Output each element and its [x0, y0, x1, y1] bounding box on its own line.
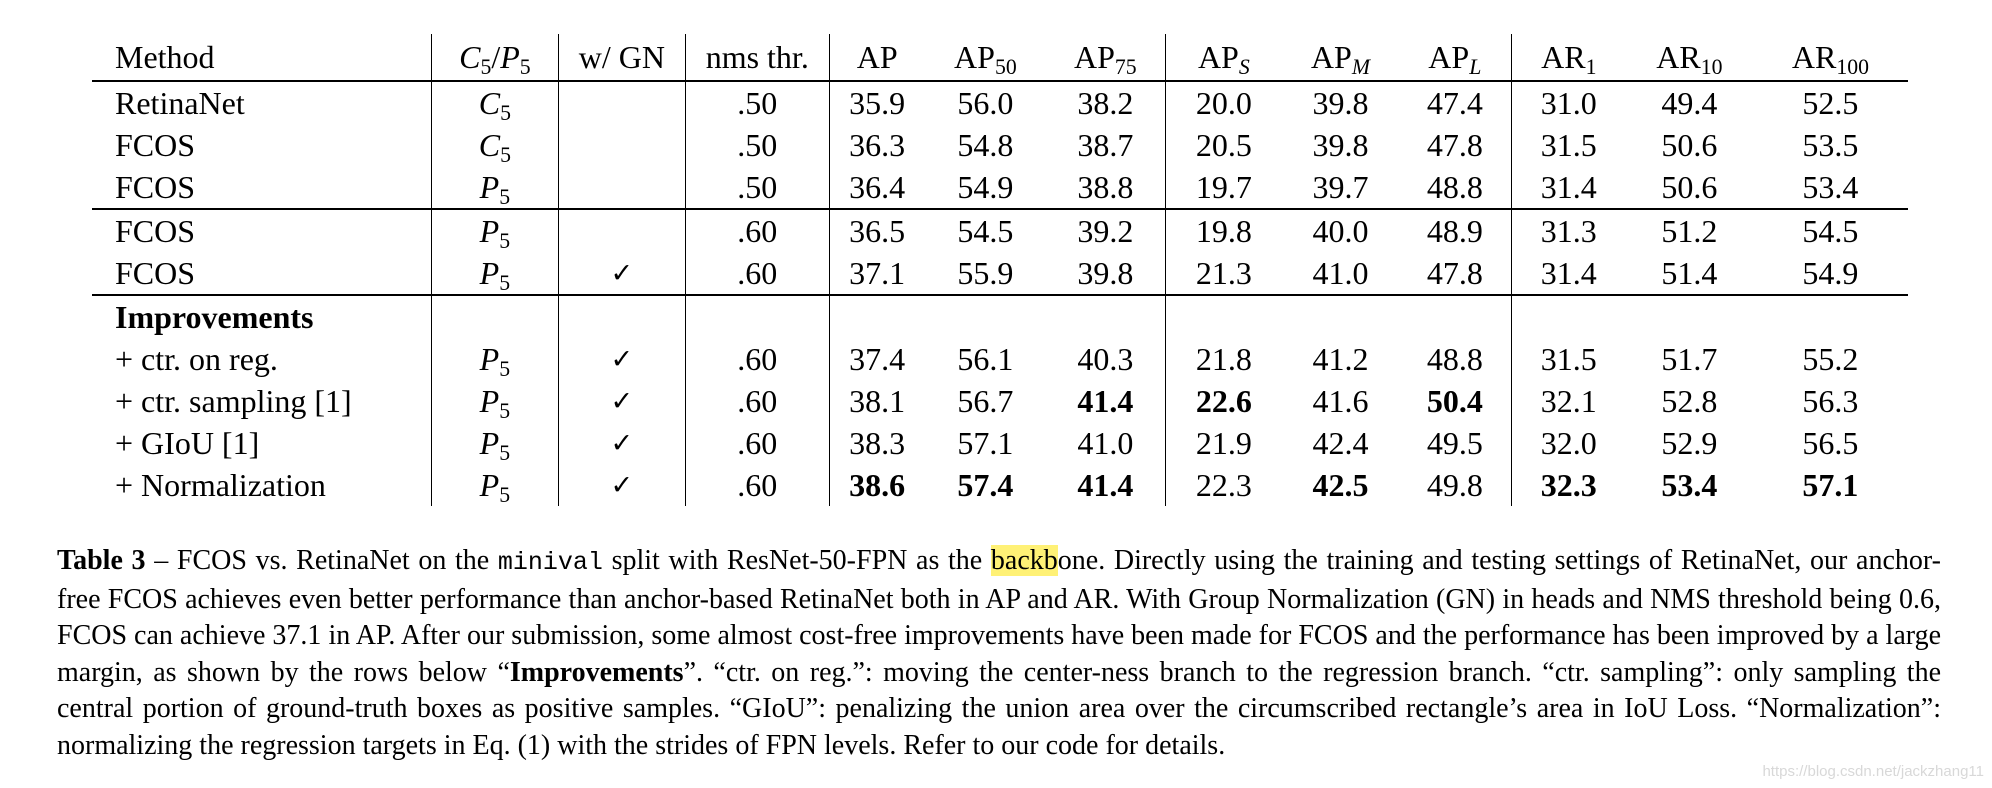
metric-cell: 37.4 [849, 341, 906, 377]
metric-cell: 47.8 [1399, 124, 1511, 166]
table-row [92, 166, 1908, 209]
metric-cell: 38.3 [849, 425, 906, 461]
gn-cell [558, 209, 685, 252]
metric-cell: 38.6 [849, 467, 906, 503]
table-row [92, 338, 1908, 380]
metric-cell: 32.0 [1540, 425, 1597, 461]
empty-cell [1753, 295, 1908, 338]
feature-letter: P [479, 341, 500, 377]
header-row [92, 34, 1908, 81]
watermark: https://blog.csdn.net/jackzhang11 [1762, 763, 1984, 780]
metric-cell: 50.4 [1399, 380, 1511, 422]
header-main: AP [954, 39, 995, 75]
metric-cell: 19.7 [1195, 169, 1252, 205]
header-feat-a-letter: C [459, 39, 481, 75]
empty-cell [925, 295, 1046, 338]
feature-sub: 5 [499, 229, 511, 254]
feature-cell [431, 252, 558, 295]
metric-cell: 54.9 [1802, 255, 1859, 291]
metric-cell: 56.7 [957, 383, 1014, 419]
empty-cell [685, 295, 829, 338]
metric-cell: 20.5 [1195, 127, 1252, 163]
gn-cell: ✓ [558, 380, 685, 422]
header-sub: 1 [1585, 55, 1597, 80]
feature-cell [431, 166, 558, 209]
empty-cell [1626, 295, 1753, 338]
metric-cell: 38.2 [1046, 81, 1165, 124]
nms-cell: .60 [685, 252, 829, 295]
metric-cell: 52.9 [1661, 425, 1718, 461]
metric-cell: 50.6 [1661, 169, 1718, 205]
nms-cell: .50 [685, 124, 829, 166]
metric-cell: 32.3 [1540, 467, 1597, 503]
empty-cell [829, 295, 925, 338]
metric-cell: 48.8 [1399, 166, 1511, 209]
metric-cell: 39.7 [1312, 169, 1369, 205]
header-cell [1511, 34, 1626, 81]
gn-cell [558, 124, 685, 166]
metric-cell: 31.4 [1540, 169, 1597, 205]
feature-cell [431, 338, 558, 380]
empty-cell [1165, 295, 1282, 338]
metric-cell: 39.2 [1046, 209, 1165, 252]
feature-sub: 5 [499, 399, 511, 424]
nms-cell: .50 [685, 81, 829, 124]
metric-cell: 31.5 [1540, 127, 1597, 163]
metric-cell: 40.0 [1312, 213, 1369, 249]
feature-sub: 5 [499, 483, 511, 508]
results-table-container [92, 34, 1908, 506]
feature-letter: P [479, 169, 500, 205]
section-row [92, 295, 1908, 338]
metric-cell: 22.3 [1195, 467, 1252, 503]
metric-cell: 54.8 [957, 127, 1014, 163]
metric-cell: 41.0 [1312, 255, 1369, 291]
feature-letter: P [479, 255, 500, 291]
header-cell: Method [92, 34, 431, 81]
caption-highlight: backb [990, 545, 1058, 576]
header-cell: AP [856, 39, 898, 75]
nms-cell: .60 [685, 464, 829, 506]
header-feat-b-letter: P [500, 39, 520, 75]
feature-letter: P [479, 213, 500, 249]
feature-letter: P [479, 425, 500, 461]
header-cell [1399, 34, 1511, 81]
metric-cell: 41.2 [1312, 341, 1369, 377]
metric-cell: 49.5 [1399, 422, 1511, 464]
method-cell: + GIoU [1] [92, 422, 431, 464]
metric-cell: 54.5 [1802, 213, 1859, 249]
metric-cell: 50.6 [1661, 127, 1718, 163]
metric-cell: 49.4 [1661, 85, 1718, 121]
header-sep: / [491, 39, 501, 75]
metric-cell: 42.4 [1312, 425, 1369, 461]
feature-sub: 5 [499, 271, 511, 296]
header-sub: M [1351, 55, 1370, 80]
metric-cell: 51.7 [1661, 341, 1718, 377]
metric-cell: 21.8 [1195, 341, 1252, 377]
metric-cell: 47.4 [1399, 81, 1511, 124]
metric-cell: 57.1 [1802, 467, 1859, 503]
table-row [92, 209, 1908, 252]
metric-cell: 35.9 [849, 85, 906, 121]
header-sub: 10 [1700, 55, 1723, 80]
empty-cell [558, 295, 685, 338]
metric-cell: 38.8 [1046, 166, 1165, 209]
metric-cell: 41.0 [1046, 422, 1165, 464]
nms-cell: .60 [685, 422, 829, 464]
gn-cell: ✓ [558, 252, 685, 295]
gn-cell [558, 166, 685, 209]
metric-cell: 19.8 [1195, 213, 1252, 249]
metric-cell: 41.6 [1312, 383, 1369, 419]
metric-cell: 21.3 [1195, 255, 1252, 291]
metric-cell: 49.8 [1399, 464, 1511, 506]
metric-cell: 31.4 [1540, 255, 1597, 291]
feature-sub: 5 [499, 357, 511, 382]
header-cell [1282, 34, 1399, 81]
header-sub: S [1238, 55, 1250, 80]
method-cell: FCOS [92, 252, 431, 295]
feature-cell [431, 209, 558, 252]
method-cell: + ctr. on reg. [92, 338, 431, 380]
method-cell: FCOS [92, 166, 431, 209]
metric-cell: 31.5 [1540, 341, 1597, 377]
nms-cell: .60 [685, 209, 829, 252]
metric-cell: 56.1 [957, 341, 1014, 377]
metric-cell: 39.8 [1312, 127, 1369, 163]
nms-cell: .60 [685, 338, 829, 380]
metric-cell: 41.4 [1046, 380, 1165, 422]
metric-cell: 52.8 [1661, 383, 1718, 419]
metric-cell: 21.9 [1195, 425, 1252, 461]
metric-cell: 42.5 [1312, 467, 1369, 503]
empty-cell [1511, 295, 1626, 338]
feature-cell [431, 464, 558, 506]
header-cell [1165, 34, 1282, 81]
feature-letter: P [479, 383, 500, 419]
metric-cell: 40.3 [1046, 338, 1165, 380]
metric-cell: 32.1 [1540, 383, 1597, 419]
metric-cell: 57.1 [957, 425, 1014, 461]
metric-cell: 55.9 [957, 255, 1014, 291]
metric-cell: 31.3 [1540, 213, 1597, 249]
metric-cell: 41.4 [1046, 464, 1165, 506]
header-cell [1753, 34, 1908, 81]
method-cell: + ctr. sampling [1] [92, 380, 431, 422]
metric-cell: 56.0 [957, 85, 1014, 121]
metric-cell: 53.4 [1661, 467, 1718, 503]
header-main: AP [1428, 39, 1470, 75]
metric-cell: 51.2 [1661, 213, 1718, 249]
header-sub: 50 [994, 55, 1017, 80]
metric-cell: 57.4 [957, 467, 1014, 503]
feature-letter: C [478, 85, 501, 121]
metric-cell: 36.3 [849, 127, 906, 163]
metric-cell: 53.4 [1802, 169, 1859, 205]
metric-cell: 38.1 [849, 383, 906, 419]
metric-cell: 38.7 [1046, 124, 1165, 166]
caption-bold-word: Improvements [509, 656, 684, 688]
header-sub: 100 [1836, 55, 1869, 80]
metric-cell: 53.5 [1802, 127, 1859, 163]
header-cell [1046, 34, 1165, 81]
table-row [92, 81, 1908, 124]
table-row [92, 124, 1908, 166]
metric-cell: 20.0 [1195, 85, 1252, 121]
empty-cell [431, 295, 558, 338]
results-table [92, 34, 1908, 506]
metric-cell: 47.8 [1399, 252, 1511, 295]
metric-cell: 36.5 [849, 213, 906, 249]
feature-letter: P [479, 467, 500, 503]
header-sub: L [1469, 55, 1482, 80]
nms-cell: .60 [685, 380, 829, 422]
nms-cell: .50 [685, 166, 829, 209]
metric-cell: 48.9 [1399, 209, 1511, 252]
feature-cell [431, 81, 558, 124]
metric-cell: 36.4 [849, 169, 906, 205]
empty-cell [1399, 295, 1511, 338]
caption-text-1: – FCOS vs. RetinaNet on the [145, 545, 498, 576]
gn-cell: ✓ [558, 338, 685, 380]
header-cell [431, 34, 558, 81]
gn-cell: ✓ [558, 422, 685, 464]
header-main: AP [1310, 39, 1352, 75]
gn-cell [558, 81, 685, 124]
caption-text-3: one. Directly using the training and testing settings of RetinaNet, our anchor-free FCOS achieves even better performance than anchor-based RetinaNet both in AP and AR. With Group Normalization (GN) in heads and NMS threshold being 0.6, FCOS can achieve 37.1 in AP. After our submission, some almost cost-free improvements have been made for FCOS and the performance has been improved by a large margin, as shown by the rows below “ [57, 545, 1941, 688]
section-label: Improvements [92, 295, 431, 338]
feature-cell [431, 422, 558, 464]
caption-text-2: split with ResNet-50-FPN as the [602, 545, 991, 576]
header-cell [1626, 34, 1753, 81]
metric-cell: 54.5 [957, 213, 1014, 249]
header-cell [925, 34, 1046, 81]
metric-cell: 51.4 [1661, 255, 1718, 291]
method-cell: FCOS [92, 209, 431, 252]
metric-cell: 52.5 [1802, 85, 1859, 121]
header-cell: w/ GN [558, 34, 685, 81]
feature-cell [431, 124, 558, 166]
empty-cell [1282, 295, 1399, 338]
header-sub: 75 [1114, 55, 1137, 80]
header-feat-a-sub: 5 [480, 55, 492, 80]
header-main: AR [1541, 39, 1586, 75]
method-cell: + Normalization [92, 464, 431, 506]
caption-text-4: ”. “ctr. on reg.”: moving the center-ness branch to the regression branch. “ctr. sampling”: only sampling the central portion of ground-truth boxes as positive samples. “GIoU”: penalizing the union area over the circumscribed rectangle’s area in IoU Loss. “Normalization”: normalizing the regression targets in Eq. (1) with the strides of FPN levels. Refer to our code for details. [57, 656, 1941, 761]
table-header [92, 34, 1908, 81]
header-main: AP [1197, 39, 1239, 75]
metric-cell: 56.5 [1802, 425, 1859, 461]
table-body [92, 81, 1908, 506]
metric-cell: 39.8 [1046, 252, 1165, 295]
caption-split-name: minival [497, 548, 603, 577]
header-cell: nms thr. [685, 34, 829, 81]
metric-cell: 31.0 [1540, 85, 1597, 121]
metric-cell: 55.2 [1802, 341, 1859, 377]
table-row [92, 422, 1908, 464]
caption-label: Table 3 [57, 545, 146, 576]
method-cell: RetinaNet [92, 81, 431, 124]
header-feat-b-sub: 5 [519, 55, 531, 80]
header-main: AP [1074, 39, 1115, 75]
feature-sub: 5 [500, 143, 511, 168]
table-row [92, 252, 1908, 295]
metric-cell: 22.6 [1195, 383, 1252, 419]
empty-cell [1046, 295, 1165, 338]
method-cell: FCOS [92, 124, 431, 166]
metric-cell: 39.8 [1312, 85, 1369, 121]
metric-cell: 48.8 [1399, 338, 1511, 380]
feature-sub: 5 [499, 185, 511, 210]
table-caption [57, 543, 1941, 764]
header-main: AR [1656, 39, 1701, 75]
feature-cell [431, 380, 558, 422]
metric-cell: 37.1 [849, 255, 906, 291]
metric-cell: 56.3 [1802, 383, 1859, 419]
header-main: AR [1791, 39, 1837, 75]
table-row [92, 380, 1908, 422]
feature-sub: 5 [499, 441, 511, 466]
feature-letter: C [478, 127, 501, 163]
table-row [92, 464, 1908, 506]
gn-cell: ✓ [558, 464, 685, 506]
metric-cell: 54.9 [957, 169, 1014, 205]
feature-sub: 5 [500, 101, 511, 126]
